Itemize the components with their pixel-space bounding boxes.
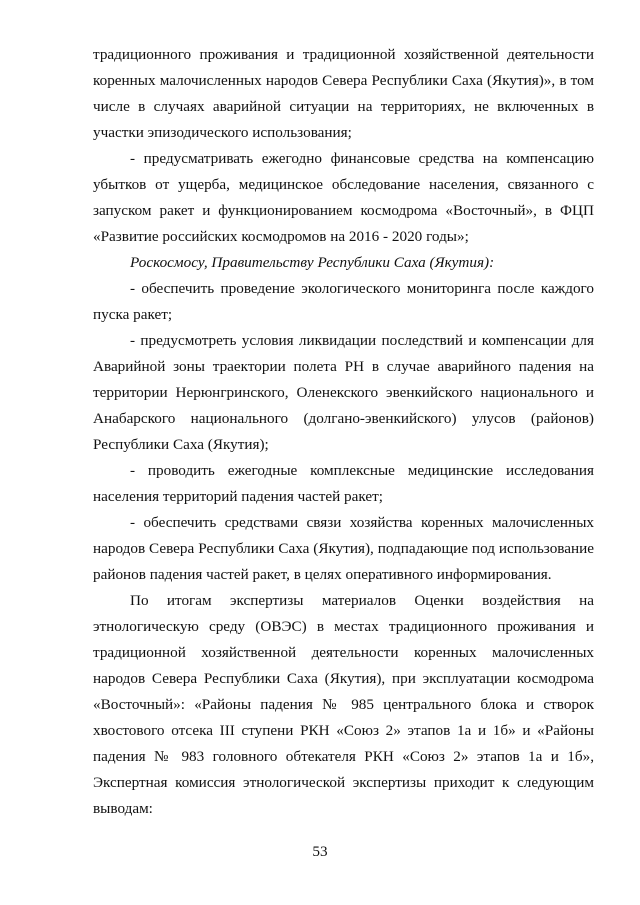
page-number: 53 bbox=[312, 843, 328, 860]
text-line: «Восточный»: «Районы падения № 985 центрального блока и створок bbox=[93, 696, 594, 713]
section-heading: Роскосмосу, Правительству Республики Саха (Якутия): bbox=[130, 254, 495, 271]
text-line: Аварийной зоны траектории полета РН в случае аварийного падения на bbox=[93, 358, 594, 375]
text-line: Экспертная комиссия этнологической экспертизы приходит к следующим bbox=[93, 774, 594, 791]
text-line: числе в случаях аварийной ситуации на территориях, не включенных в bbox=[93, 98, 594, 115]
text-line: коренных малочисленных народов Севера Республики Саха (Якутия)», в том bbox=[93, 72, 594, 89]
text-line: традиционной хозяйственной деятельности коренных малочисленных bbox=[93, 644, 594, 661]
text-line: падения № 983 головного обтекателя РКН «Союз 2» этапов 1а и 1б», bbox=[93, 748, 594, 765]
text-line: - предусмотреть условия ликвидации последствий и компенсации для bbox=[130, 332, 594, 349]
text-line: пуска ракет; bbox=[93, 306, 173, 323]
text-line: традиционного проживания и традиционной хозяйственной деятельности bbox=[93, 46, 594, 63]
text-line: запуском ракет и функционированием космодрома «Восточный», в ФЦП bbox=[93, 202, 594, 219]
text-line: населения территорий падения частей ракет; bbox=[93, 488, 383, 505]
text-line: территории Нерюнгринского, Оленекского эвенкийского национального и bbox=[93, 384, 594, 401]
text-line: участки эпизодического использования; bbox=[93, 124, 352, 141]
text-line: выводам: bbox=[93, 800, 153, 817]
text-line: - проводить ежегодные комплексные медицинские исследования bbox=[130, 462, 594, 479]
text-line: Республики Саха (Якутия); bbox=[93, 436, 269, 453]
text-line: убытков от ущерба, медицинское обследование населения, связанного с bbox=[93, 176, 594, 193]
text-line: По итогам экспертизы материалов Оценки воздействия на bbox=[130, 592, 594, 609]
text-line: - предусматривать ежегодно финансовые средства на компенсацию bbox=[130, 150, 594, 167]
text-line: хвостового отсека III ступени РКН «Союз 2» этапов 1а и 1б» и «Районы bbox=[93, 722, 594, 739]
text-line: Анабарского национального (долгано-эвенкийского) улусов (районов) bbox=[93, 410, 594, 427]
text-line: народов Севера Республики Саха (Якутия), при эксплуатации космодрома bbox=[93, 670, 594, 687]
text-line: «Развитие российских космодромов на 2016 - 2020 годы»; bbox=[93, 228, 469, 245]
text-line: - обеспечить проведение экологического мониторинга после каждого bbox=[130, 280, 594, 297]
text-line: народов Севера Республики Саха (Якутия), подпадающие под использование bbox=[93, 540, 594, 557]
text-line: - обеспечить средствами связи хозяйства коренных малочисленных bbox=[130, 514, 594, 531]
text-line: этнологическую среду (ОВЭС) в местах традиционного проживания и bbox=[93, 618, 594, 635]
text-line: районов падения частей ракет, в целях оперативного информирования. bbox=[93, 566, 552, 583]
